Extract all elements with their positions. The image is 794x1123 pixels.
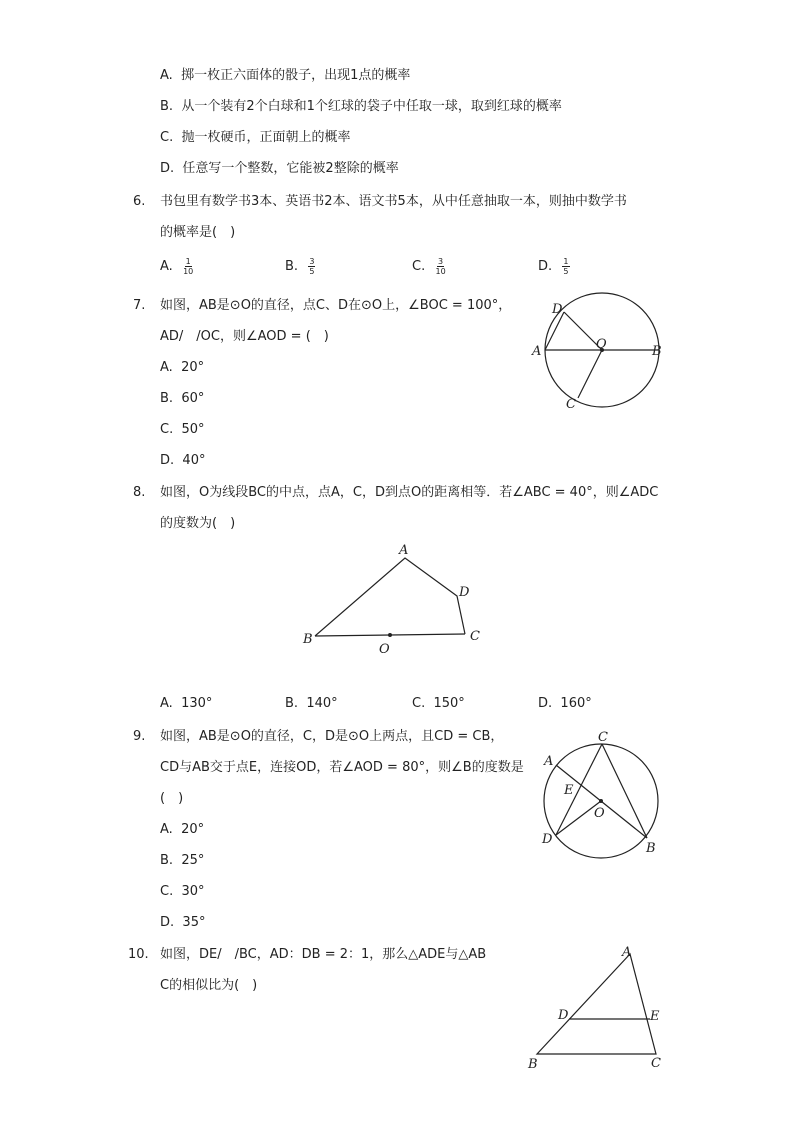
q9-option-c: C. 30° xyxy=(160,884,205,899)
q8-outline xyxy=(315,558,465,636)
fraction: $\frac{1}{5}$ xyxy=(563,257,569,276)
q7-label-b: B xyxy=(652,344,662,359)
q5-option-c: C. 抛一枚硬币，正面朝上的概率 xyxy=(160,130,351,145)
q10-label-b: B xyxy=(528,1057,538,1072)
q5-option-b: B. 从一个装有2个白球和1个红球的袋子中任取一球，取到红球的概率 xyxy=(160,99,562,114)
q5-option-d: D. 任意写一个整数，它能被2整除的概率 xyxy=(160,161,399,176)
q8-figure xyxy=(295,538,495,663)
q10-stem-line1: 如图，DE/ /BC，AD：DB = 2：1，那么△ADE与△AB xyxy=(160,947,487,962)
q8-number: 8. xyxy=(133,485,146,500)
q9-segment-cd xyxy=(556,744,602,835)
q6-stem-line1: 书包里有数学书3本、英语书2本、语文书5本，从中任意抽取一本，则抽中数学书 xyxy=(160,194,627,209)
q8-stem-line1: 如图，O为线段BC的中点，点A，C，D到点O的距离相等．若∠ABC = 40°，则∠ADC xyxy=(160,485,659,500)
q9-label-d: D xyxy=(542,832,553,847)
q9-label-b: B xyxy=(646,841,656,856)
q6-stem-line2: 的概率是( ) xyxy=(160,225,236,240)
q9-figure xyxy=(530,725,670,860)
q8-option-c: C. 150° xyxy=(412,696,465,711)
q9-option-b: B. 25° xyxy=(160,853,205,868)
q5-option-a: A. 掷一枚正六面体的骰子，出现1点的概率 xyxy=(160,68,411,83)
fraction: $\frac{3}{10}$ xyxy=(435,257,446,276)
q7-label-o: O xyxy=(596,337,607,352)
q8-label-b: B xyxy=(303,632,313,647)
q7-figure xyxy=(530,290,670,420)
q8-option-b: B. 140° xyxy=(285,696,338,711)
q8-option-a: A. 130° xyxy=(160,696,213,711)
q9-label-o: O xyxy=(594,806,605,821)
q9-stem-line3: ( ) xyxy=(160,791,184,806)
q10-figure xyxy=(520,938,670,1073)
q6-option-b: B. $\frac{3}{5}$ xyxy=(285,257,315,276)
q9-option-d: D. 35° xyxy=(160,915,206,930)
q6-option-a: A. $\frac{1}{10}$ xyxy=(160,257,194,276)
q9-center-point xyxy=(599,799,603,803)
q7-option-a: A. 20° xyxy=(160,360,205,375)
fraction: $\frac{1}{10}$ xyxy=(183,257,194,276)
q8-label-c: C xyxy=(470,629,480,644)
q7-option-c: C. 50° xyxy=(160,422,205,437)
q7-label-a: A xyxy=(532,344,542,359)
q7-number: 7. xyxy=(133,298,146,313)
q9-stem-line2: CD与AB交于点E，连接OD，若∠AOD = 80°，则∠B的度数是 xyxy=(160,760,524,775)
q10-label-c: C xyxy=(651,1056,661,1071)
q6-option-d: D. $\frac{1}{5}$ xyxy=(538,257,569,276)
q10-label-e: E xyxy=(650,1009,660,1024)
q6-number: 6. xyxy=(133,194,146,209)
q9-segment-cb xyxy=(602,744,647,838)
q9-stem-line1: 如图，AB是⊙O的直径，C，D是⊙O上两点，且CD = CB， xyxy=(160,729,504,744)
q10-label-a: A xyxy=(622,945,632,960)
q8-midpoint-o xyxy=(388,633,392,637)
q8-label-o: O xyxy=(379,642,390,657)
q10-label-d: D xyxy=(558,1008,569,1023)
q8-label-d: D xyxy=(459,585,470,600)
q9-option-a: A. 20° xyxy=(160,822,205,837)
q8-option-d: D. 160° xyxy=(538,696,592,711)
q7-segment-oc xyxy=(578,350,602,398)
q10-triangle-abc xyxy=(537,954,656,1054)
q7-option-b: B. 60° xyxy=(160,391,205,406)
q7-label-c: C xyxy=(566,397,576,412)
q9-number: 9. xyxy=(133,729,146,744)
q9-label-c: C xyxy=(598,730,608,745)
q9-label-a: A xyxy=(544,754,554,769)
q10-stem-line2: C的相似比为( ) xyxy=(160,978,258,993)
q7-stem-line1: 如图，AB是⊙O的直径，点C、D在⊙O上，∠BOC = 100°， xyxy=(160,298,512,313)
q8-label-a: A xyxy=(399,543,409,558)
fraction: $\frac{3}{5}$ xyxy=(309,257,315,276)
q8-stem-line2: 的度数为( ) xyxy=(160,516,236,531)
q7-label-d: D xyxy=(552,302,563,317)
q7-option-d: D. 40° xyxy=(160,453,206,468)
q10-number: 10. xyxy=(128,947,149,962)
q6-option-c: C. $\frac{3}{10}$ xyxy=(412,257,446,276)
q7-stem-line2: AD/ /OC，则∠AOD = ( ) xyxy=(160,329,329,344)
q9-label-e: E xyxy=(564,783,574,798)
